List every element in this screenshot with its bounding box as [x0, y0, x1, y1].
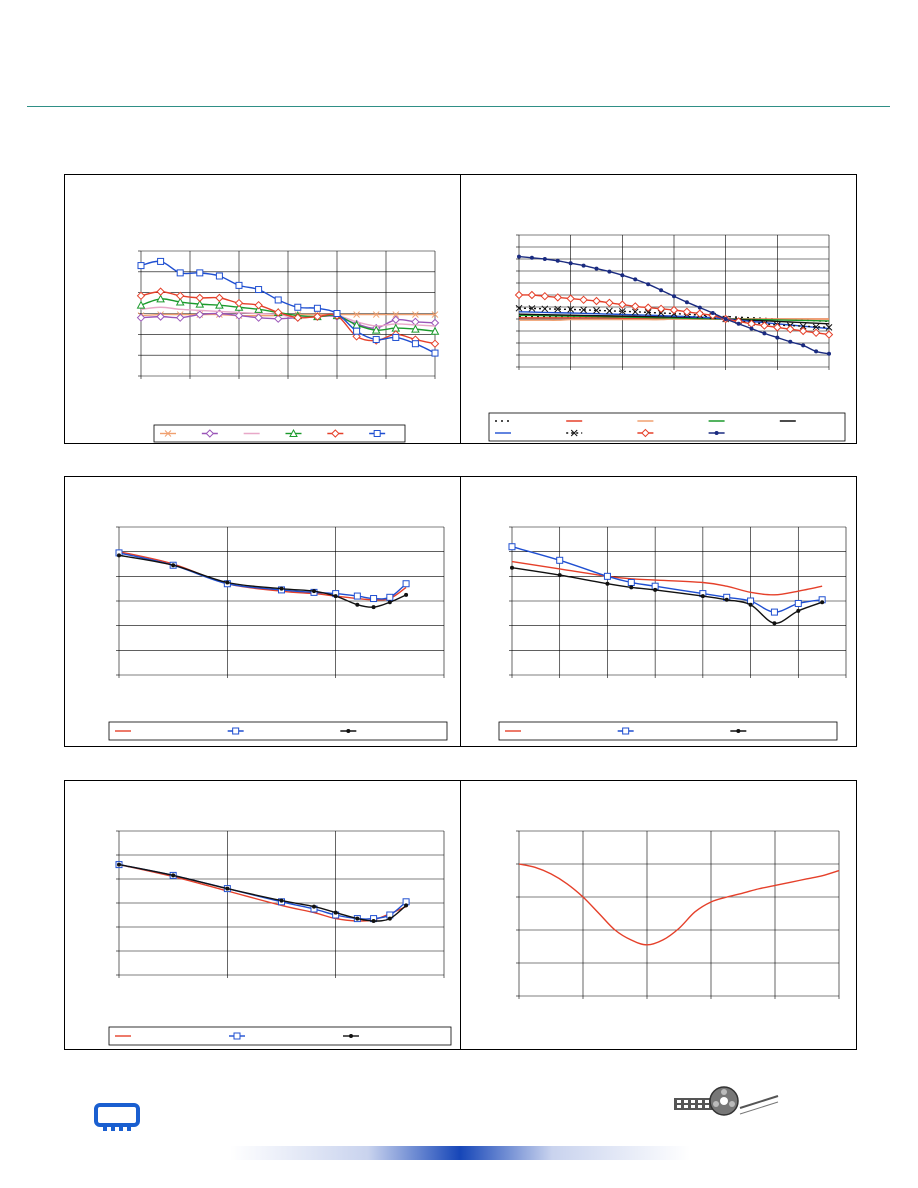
- chart5-series-2: [117, 863, 408, 923]
- chart4-data-point: [796, 609, 800, 613]
- chart2-data-point: [516, 292, 523, 299]
- chart-1-svg: [65, 175, 462, 445]
- chart2-legend-marker: [715, 431, 719, 435]
- chart6-series-0: [519, 864, 839, 945]
- chart5-legend-marker: [349, 1034, 353, 1038]
- chart1-data-point: [255, 302, 262, 309]
- chart4-data-point: [795, 600, 801, 606]
- chart5-series-line-2: [119, 865, 406, 921]
- chart4-data-point: [510, 566, 514, 570]
- chart1-data-point: [216, 273, 222, 279]
- chart1-data-point: [177, 270, 183, 276]
- chart2-data-point: [541, 293, 548, 300]
- chart4-data-point: [701, 594, 705, 598]
- chart1-data-point: [354, 328, 360, 334]
- chart5-data-point: [334, 911, 338, 915]
- chart1-data-point: [314, 305, 320, 311]
- chart2-data-point: [775, 336, 779, 340]
- chart3-data-point: [312, 589, 316, 593]
- chart4-legend-marker: [623, 728, 629, 734]
- chart3-legend: [109, 722, 447, 740]
- chart3-series-1: [116, 550, 409, 602]
- chart4-data-point: [558, 573, 562, 577]
- chart5-data-point: [404, 903, 408, 907]
- chart3-series-line-1: [119, 553, 406, 599]
- chart4-series-line-1: [512, 547, 822, 612]
- chart2-data-point: [569, 261, 573, 265]
- chart5-legend: [109, 1027, 451, 1045]
- chart6-series-line-0: [519, 864, 839, 945]
- chart1-legend: [154, 425, 405, 442]
- chart-panel-5: [64, 780, 461, 1050]
- chart-4-svg: [461, 477, 858, 748]
- chart3-legend-marker: [346, 729, 350, 733]
- chart4-legend: [499, 722, 837, 740]
- chart2-data-point: [580, 296, 587, 303]
- chart-6-svg: [461, 781, 858, 1051]
- chart4-series-2: [510, 566, 824, 626]
- chart2-data-point: [530, 256, 534, 260]
- chart1-data-point: [197, 270, 203, 276]
- chart3-legend-box: [109, 722, 447, 740]
- memory-module-icon: [94, 1103, 140, 1133]
- chart2-data-point: [672, 294, 676, 298]
- chart2-data-point: [593, 298, 600, 305]
- chart6-grid: [516, 831, 839, 999]
- chart-panel-2: [460, 174, 857, 444]
- chart2-data-point: [826, 331, 833, 338]
- chart5-data-point: [388, 917, 392, 921]
- chart-panel-3: [64, 476, 461, 747]
- chart2-data-point: [813, 329, 820, 336]
- chart3-data-point: [225, 581, 229, 585]
- chart2-data-point: [517, 255, 521, 259]
- chart3-data-point: [355, 603, 359, 607]
- reel-logo-icon: [672, 1084, 782, 1118]
- chart2-data-point: [788, 340, 792, 344]
- chart2-data-point: [698, 306, 702, 310]
- chart1-data-point: [196, 294, 203, 301]
- chart3-data-point: [171, 563, 175, 567]
- chart2-data-point: [567, 295, 574, 302]
- chart2-data-point: [737, 322, 741, 326]
- chart-panel-6: [460, 780, 857, 1050]
- chart2-data-point: [607, 270, 611, 274]
- chart3-data-point: [372, 605, 376, 609]
- chart5-data-point: [225, 887, 229, 891]
- chart3-series-0: [119, 552, 406, 600]
- chart2-legend: [489, 413, 845, 441]
- chart1-data-point: [236, 282, 242, 288]
- chart1-data-point: [373, 337, 379, 343]
- chart4-data-point: [772, 621, 776, 625]
- chart2-data-point: [528, 292, 535, 299]
- chart2-data-point: [801, 343, 805, 347]
- chart2-data-point: [646, 282, 650, 286]
- chart4-series-line-0: [512, 562, 822, 595]
- chart5-data-point: [372, 919, 376, 923]
- chart2-data-point: [787, 326, 794, 333]
- chart2-data-point: [542, 306, 548, 312]
- chart3-data-point: [280, 587, 284, 591]
- chart3-data-point: [371, 596, 377, 602]
- chart3-data-point: [117, 553, 121, 557]
- chart3-data-point: [334, 594, 338, 598]
- chart2-legend-box: [489, 413, 845, 441]
- chart4-series-0: [512, 562, 822, 595]
- chart3-grid: [116, 527, 444, 678]
- chart4-data-point: [725, 598, 729, 602]
- chart1-data-point: [177, 292, 184, 299]
- chart1-data-point: [334, 311, 340, 317]
- chart4-series-1: [509, 544, 825, 615]
- chart2-data-point: [685, 300, 689, 304]
- chart5-data-point: [312, 905, 316, 909]
- chart-panel-1: [64, 174, 461, 444]
- chart1-data-point: [412, 341, 418, 347]
- chart4-legend-box: [499, 722, 837, 740]
- chart4-data-point: [628, 580, 634, 586]
- chart1-data-point: [157, 288, 164, 295]
- chart2-data-point: [620, 273, 624, 277]
- chart5-legend-marker: [234, 1033, 240, 1039]
- chart4-data-point: [509, 544, 515, 550]
- chart1-legend-marker: [374, 431, 380, 437]
- chart4-data-point: [653, 588, 657, 592]
- chart1-data-point: [393, 334, 399, 340]
- chart2-data-point: [762, 331, 766, 335]
- chart4-data-point: [820, 600, 824, 604]
- chart1-data-point: [275, 297, 281, 303]
- chart1-data-point: [256, 287, 262, 293]
- chart5-series-1: [116, 862, 409, 922]
- chart1-data-point: [216, 294, 223, 301]
- chart3-data-point: [404, 593, 408, 597]
- chart2-grid: [516, 235, 829, 370]
- chart3-series-line-0: [119, 552, 406, 600]
- chart5-data-point: [355, 917, 359, 921]
- chart4-data-point: [605, 582, 609, 586]
- chart2-data-point: [827, 352, 831, 356]
- chart1-data-point: [138, 263, 144, 269]
- chart2-data-point: [659, 288, 663, 292]
- chart3-data-point: [387, 594, 393, 600]
- chart3-data-point: [354, 593, 360, 599]
- chart2-data-point: [671, 307, 678, 314]
- chart5-legend-box: [109, 1027, 451, 1045]
- chart4-data-point: [771, 609, 777, 615]
- chart5-data-point: [171, 873, 175, 877]
- chart-panel-4: [460, 476, 857, 747]
- chart-3-svg: [65, 477, 462, 748]
- chart-2-svg: [461, 175, 858, 445]
- chart2-data-point: [556, 259, 560, 263]
- chart4-data-point: [629, 585, 633, 589]
- chart2-data-point: [595, 267, 599, 271]
- footer-gradient-bar: [230, 1146, 690, 1160]
- chart1-legend-box: [154, 425, 405, 442]
- chart2-data-point: [696, 310, 703, 317]
- chart2-data-point: [814, 349, 818, 353]
- chart4-data-point: [749, 603, 753, 607]
- chart3-data-point: [388, 600, 392, 604]
- chart1-data-point: [295, 304, 301, 310]
- chart5-data-point: [117, 863, 121, 867]
- chart2-data-point: [724, 317, 728, 321]
- chart4-data-point: [604, 573, 610, 579]
- chart1-data-point: [432, 350, 438, 356]
- chart2-data-point: [543, 257, 547, 261]
- chart5-data-point: [280, 899, 284, 903]
- header-rule: [27, 106, 890, 107]
- chart2-data-point: [606, 308, 612, 314]
- chart2-data-point: [711, 311, 715, 315]
- chart1-data-point: [158, 258, 164, 264]
- chart2-data-point: [633, 277, 637, 281]
- chart4-legend-marker: [736, 729, 740, 733]
- chart1-data-point: [432, 340, 439, 347]
- chart4-data-point: [557, 557, 563, 563]
- chart2-data-point: [606, 299, 613, 306]
- chart3-legend-marker: [233, 728, 239, 734]
- chart1-data-point: [138, 292, 145, 299]
- chart2-data-point: [582, 264, 586, 268]
- chart3-data-point: [403, 581, 409, 587]
- chart-5-svg: [65, 781, 462, 1051]
- chart2-data-point: [750, 327, 754, 331]
- chart1-data-point: [236, 300, 243, 307]
